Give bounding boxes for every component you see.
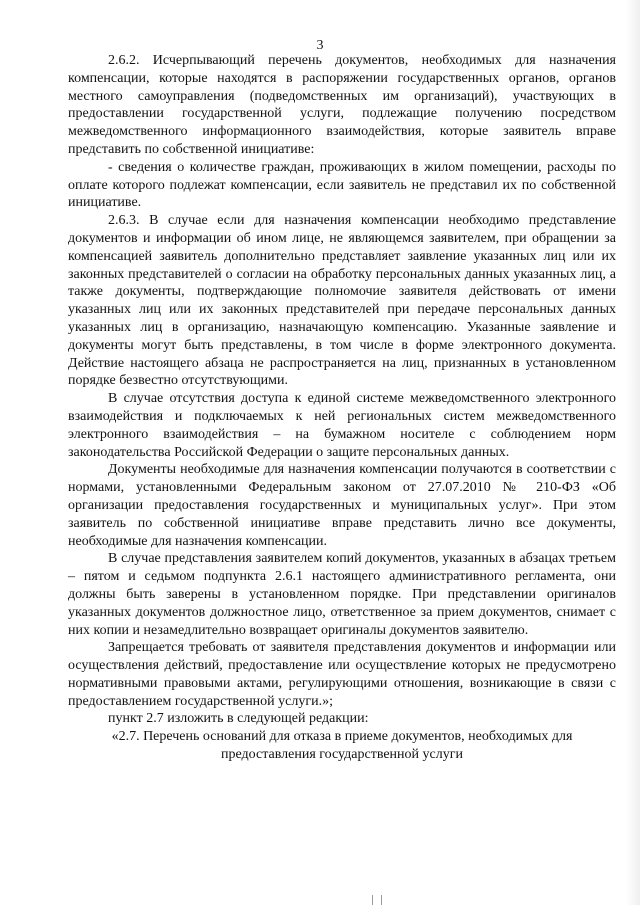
paragraph-prohibition: Запрещается требовать от заявителя представления документов и информации или осуществления действий, предоставление или осуществление которых не предусмотрено нормативными правовыми актами, регулирующими отношения, возникающие в связи с предоставлением государственной услуги.»;	[68, 640, 616, 709]
paragraph-no-access: В случае отсутствия доступа к единой системе межведомственного электронного взаимодействия и подключаемых к ней региональных систем межведомственного электронного взаимодействия – на бумажном носителе с соблюдением норм законодательства Российской Федерации о защите персональных данных.	[68, 391, 616, 460]
paragraph-2-6-2: 2.6.2. Исчерпывающий перечень документов, необходимых для назначения компенсации, которые находятся в распоряжении государственных органов, органов местного самоуправления (подведомственных им организаций), участвующих в предоставлении государственной услуги, подлежащие получению посредством межведомственного информационного взаимодействия, которые заявитель вправе представить по собственной инициативе:	[68, 53, 616, 157]
paragraph-2-6-3: 2.6.3. В случае если для назначения компенсации необходимо представление документов и информации об ином лице, не являющемся заявителем, при обращении за компенсацией заявитель дополнительно представляет заявление указанных лиц или их законных представителей о согласии на обработку персональных данных указанных лиц, а также документы, подтверждающие полномочие заявителя действовать от имени указанных лиц или их законных представителей при передаче персональных данных указанных лиц в организацию, назначающую компенсацию. Указанные заявление и документы могут быть представлены, в том числе в форме электронного документа. Действие настоящего абзаца не распространяется на лиц, признанных в установленном порядке безвестно отсутствующими.	[68, 213, 616, 389]
section-heading-2-7: «2.7. Перечень оснований для отказа в приеме документов, необходимых для предоставления государственной услуги	[111, 729, 573, 763]
scan-mark	[372, 895, 382, 905]
paragraph-amendment: пункт 2.7 изложить в следующей редакции:	[108, 711, 369, 727]
paragraph-2-6-2-item: - сведения о количестве граждан, проживающих в жилом помещении, расходы по оплате которого подлежат компенсации, если заявитель не представил их по собственной инициативе.	[68, 159, 616, 211]
document-body	[68, 52, 616, 764]
paragraph-documents-received: Документы необходимые для назначения компенсации получаются в соответствии с нормами, установленными Федеральным законом от 27.07.2010 № 210-ФЗ «Об организации предоставления государственных и муниципальных услуг». При этом заявитель по собственной инициативе вправе представить лично все документы, необходимые для назначения компенсации.	[68, 462, 616, 549]
scan-edge-shadow	[626, 0, 640, 905]
page-number: 3	[316, 38, 324, 53]
paragraph-copies: В случае представления заявителем копий документов, указанных в абзацах третьем – пятом и седьмом подпункта 2.6.1 настоящего административного регламента, они должны быть заверены в установленном порядке. При представлении оригиналов указанных документов должностное лицо, ответственное за прием документов, снимает с них копии и незамедлительно возвращает оригиналы документов заявителю.	[68, 551, 616, 638]
